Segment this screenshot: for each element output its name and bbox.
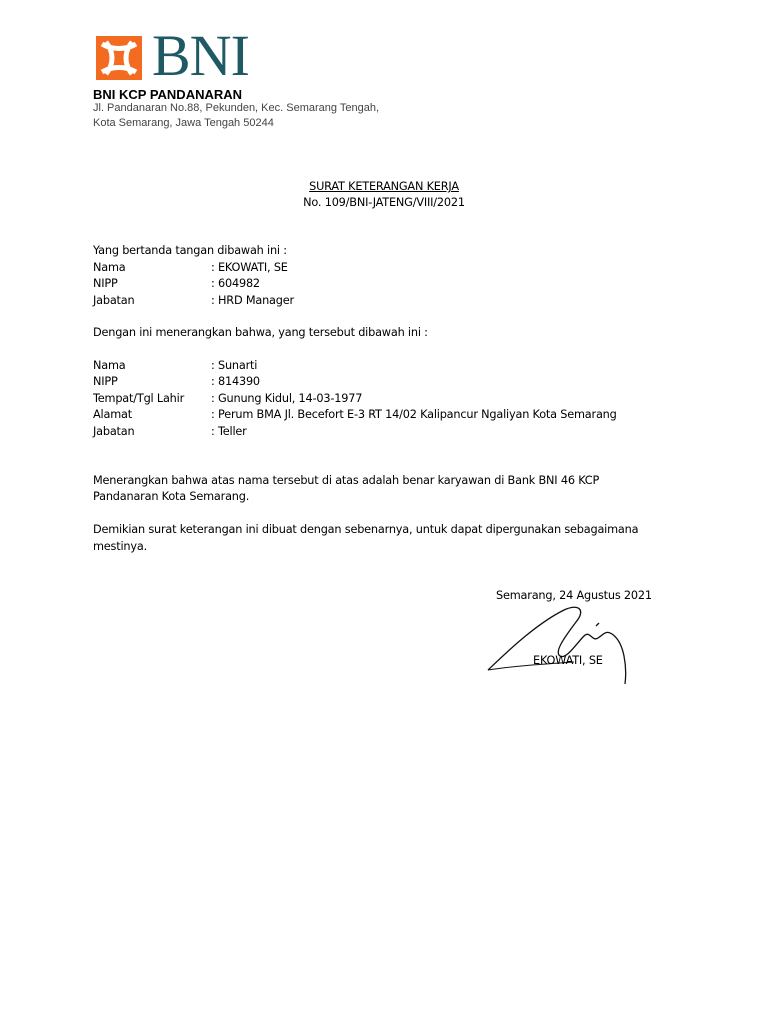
document-number: No. 109/BNI-JATENG/VIII/2021 [303, 196, 465, 209]
signatory-position-label: Jabatan [93, 294, 135, 307]
employee-position-label: Jabatan [93, 425, 135, 438]
employee-address-label: Alamat [93, 408, 132, 421]
statement-line-1: Menerangkan bahwa atas nama tersebut di atas adalah benar karyawan di Bank BNI 46 KCP [93, 474, 600, 487]
bni-logo-text: BNI [152, 23, 249, 88]
employee-address-value: : Perum BMA Jl. Becefort E-3 RT 14/02 Kalipancur Ngaliyan Kota Semarang [211, 408, 617, 421]
employee-position-value: : Teller [211, 425, 247, 438]
employee-nipp-value: : 814390 [211, 375, 260, 388]
signatory-intro: Yang bertanda tangan dibawah ini : [93, 244, 287, 257]
document-title: SURAT KETERANGAN KERJA [309, 180, 459, 193]
signatory-nipp-value: : 604982 [211, 277, 260, 290]
employee-birth-value: : Gunung Kidul, 14-03-1977 [211, 392, 363, 405]
signer-name: EKOWATI, SE [533, 654, 603, 667]
address-line-2: Kota Semarang, Jawa Tengah 50244 [93, 117, 274, 129]
closing-line-1: Demikian surat keterangan ini dibuat dengan sebenarnya, untuk dapat dipergunakan sebagaimana [93, 523, 639, 536]
signatory-name-label: Nama [93, 261, 126, 274]
employee-name-label: Nama [93, 359, 126, 372]
signatory-nipp-label: NIPP [93, 277, 118, 290]
employee-nipp-label: NIPP [93, 375, 118, 388]
branch-name: BNI KCP PANDANARAN [93, 87, 243, 102]
bni-logo-icon [96, 36, 142, 80]
employee-intro: Dengan ini menerangkan bahwa, yang tersebut dibawah ini : [93, 326, 428, 339]
employee-name-value: : Sunarti [211, 359, 258, 372]
signatory-name-value: : EKOWATI, SE [211, 261, 288, 274]
signatory-position-value: : HRD Manager [211, 294, 294, 307]
statement-line-2: Pandanaran Kota Semarang. [93, 490, 250, 503]
closing-line-2: mestinya. [93, 540, 147, 553]
handwritten-signature [484, 600, 634, 686]
address-line-1: Jl. Pandanaran No.88, Pekunden, Kec. Semarang Tengah, [93, 102, 379, 114]
place-date: Semarang, 24 Agustus 2021 [496, 589, 652, 602]
employee-birth-label: Tempat/Tgl Lahir [93, 392, 185, 405]
